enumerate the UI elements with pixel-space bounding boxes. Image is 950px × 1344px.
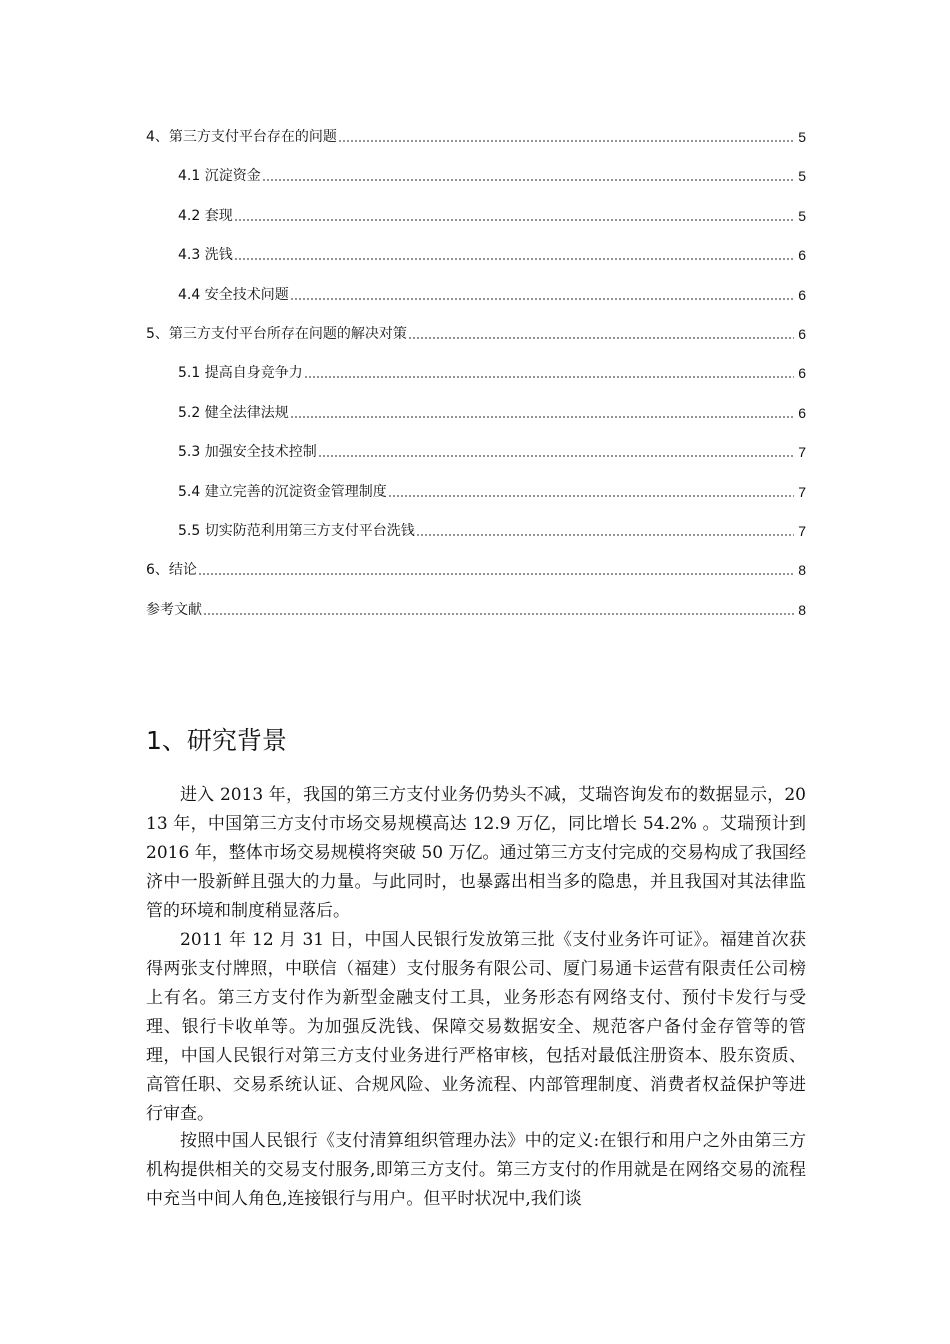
body-paragraph: 进入 2013 年，我国的第三方支付业务仍势头不减，艾瑞咨询发布的数据显示，2013 年，中国第三方支付市场交易规模高达 12.9 万亿，同比增长 54.2% 。艾瑞预计到 2016 年，整体市场交易规模将突破 50 万亿。通过第三方支付完成的交易构成了我国经济中一股新鲜且强大的力量。与此同时，也暴露出相当多的隐患，并且我国对其法律监管的环境和制度稍显落后。 (146, 785, 806, 921)
toc-entry-page: 8 (798, 562, 806, 579)
table-of-contents (146, 127, 806, 639)
toc-dot-leader (318, 442, 794, 458)
toc-entry-page: 5 (798, 129, 806, 145)
toc-entry-label: 4.4 安全技术问题 (178, 286, 289, 303)
toc-dot-leader (234, 245, 794, 261)
toc-entry-page: 7 (798, 444, 806, 461)
toc-entry-label: 5.1 提高自身竞争力 (178, 365, 303, 382)
body-paragraph: 2011 年 12 月 31 日，中国人民银行发放第三批《支付业务许可证》。福建首次获得两张支付牌照，中联信（福建）支付服务有限公司、厦门易通卡运营有限责任公司榜上有名。第三方支付作为新型金融支付工具，业务形态有网络支付、预付卡发行与受理、银行卡收单等。为加强反洗钱、保障交易数据安全、规范客户备付金存管等的管理，中国人民银行对第三方支付业务进行严格审核，包括对最低注册资本、股东资质、高管任职、交易系统认证、合规风险、业务流程、内部管理制度、消费者权益保护等进行审查。 (146, 930, 806, 1124)
toc-dot-leader (338, 127, 794, 143)
toc-entry[interactable] (146, 285, 806, 324)
toc-entry-page: 5 (798, 207, 806, 224)
toc-entry[interactable] (146, 403, 806, 442)
toc-entry[interactable] (146, 324, 806, 363)
toc-dot-leader (290, 403, 794, 419)
toc-entry-label: 4.1 沉淀资金 (178, 168, 261, 185)
toc-entry[interactable] (146, 442, 806, 481)
toc-entry-label: 4.2 套现 (178, 207, 233, 224)
toc-entry-page: 6 (798, 286, 806, 303)
toc-entry-label: 5.5 切实防范利用第三方支付平台洗钱 (178, 522, 415, 539)
toc-dot-leader (198, 560, 794, 576)
toc-entry-page: 6 (798, 404, 806, 421)
toc-entry[interactable] (146, 560, 806, 599)
toc-entry[interactable] (146, 482, 806, 521)
toc-entry[interactable] (146, 127, 806, 166)
toc-entry-label: 4、第三方支付平台存在的问题 (146, 129, 337, 145)
toc-entry-label: 6、结论 (146, 562, 197, 579)
toc-entry-label: 参考文献 (146, 601, 202, 618)
toc-dot-leader (203, 600, 794, 616)
toc-dot-leader (304, 363, 794, 379)
toc-entry[interactable] (146, 245, 806, 284)
toc-dot-leader (408, 324, 794, 340)
toc-entry-label: 5.3 加强安全技术控制 (178, 444, 317, 461)
toc-entry-label: 5、第三方支付平台所存在问题的解决对策 (146, 325, 407, 342)
section-heading: 1、研究背景 (146, 726, 287, 755)
toc-entry-page: 5 (798, 168, 806, 185)
toc-entry-label: 4.3 洗钱 (178, 247, 233, 264)
toc-entry[interactable] (146, 521, 806, 560)
toc-entry[interactable] (146, 206, 806, 245)
toc-entry[interactable] (146, 600, 806, 639)
toc-entry[interactable] (146, 363, 806, 402)
toc-entry-page: 6 (798, 365, 806, 382)
toc-entry-page: 7 (798, 483, 806, 500)
toc-entry-page: 7 (798, 522, 806, 539)
toc-dot-leader (262, 166, 794, 182)
toc-dot-leader (290, 285, 794, 301)
toc-dot-leader (416, 521, 794, 537)
toc-entry-page: 6 (798, 247, 806, 264)
toc-entry-label: 5.2 健全法律法规 (178, 404, 289, 421)
toc-dot-leader (234, 206, 794, 222)
toc-entry-page: 6 (798, 325, 806, 342)
toc-entry[interactable] (146, 166, 806, 205)
toc-entry-label: 5.4 建立完善的沉淀资金管理制度 (178, 483, 387, 500)
toc-dot-leader (388, 482, 794, 498)
toc-entry-page: 8 (798, 601, 806, 618)
body-paragraph: 按照中国人民银行《支付清算组织管理办法》中的定义:在银行和用户之外由第三方机构提供相关的交易支付服务,即第三方支付。第三方支付的作用就是在网络交易的流程中充当中间人角色,连接银行与用户。但平时状况中,我们谈 (146, 1131, 806, 1209)
